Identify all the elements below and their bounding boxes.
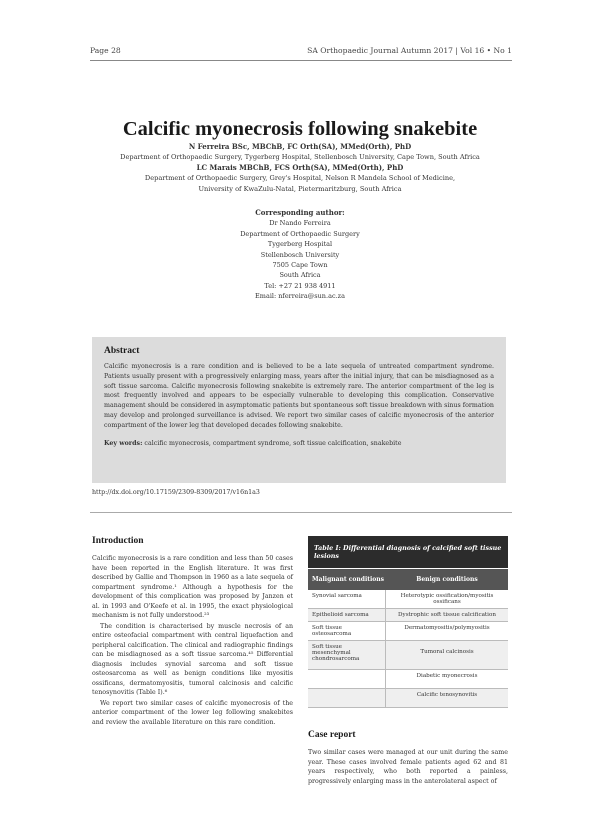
- corresponding-author-block: [150, 208, 450, 302]
- author-affiliation: Department of Orthopaedic Surgery, Grey's Hospital, Nelson R Mandela School of Medicine,: [144, 174, 456, 183]
- table-col-malignant: Malignant conditions: [312, 576, 385, 583]
- corresponding-heading: Corresponding author:: [255, 208, 345, 217]
- table-row: [308, 590, 508, 609]
- table-cell: Calcific tenosynovitis: [386, 689, 508, 707]
- table-cell: [308, 689, 386, 707]
- corr-line: Stellenbosch University: [260, 250, 340, 259]
- corr-line: Tygerberg Hospital: [267, 240, 333, 249]
- abstract-box: [92, 337, 506, 483]
- corr-line: Tel: +27 21 938 4911: [264, 281, 336, 290]
- table-cell: Synovial sarcoma: [308, 590, 386, 608]
- abstract-heading: Abstract: [104, 346, 140, 356]
- case-report-body: Two similar cases were managed at our unit during the same year. These cases involved female patients aged 62 and 81 years respectively, who both reported a painless, progressively enlarging mass in the anterolateral aspect of: [308, 749, 508, 785]
- introduction-section: [92, 536, 293, 727]
- table-cell: Heterotypic ossification/myositis ossificans: [400, 593, 494, 605]
- table-cell: Tumoral calcinosis: [386, 641, 508, 669]
- table-row: [308, 641, 508, 670]
- table-cell: Diabetic myonecrosis: [416, 673, 478, 679]
- running-header: [90, 46, 512, 55]
- corr-line: Dr Nando Ferreira: [269, 219, 331, 228]
- author-affiliation: University of KwaZulu-Natal, Pietermaritzburg, South Africa: [198, 184, 402, 193]
- article-title: Calcific myonecrosis following snakebite: [122, 118, 478, 140]
- doi-link[interactable]: http://dx.doi.org/10.17159/2309-8309/2017/v16n1a3: [92, 489, 260, 496]
- table-caption: Table I: Differential diagnosis of calcified soft tissue lesions: [308, 536, 508, 568]
- table-cell: [308, 670, 386, 688]
- table-row: [308, 670, 508, 689]
- keywords-label: Key words:: [104, 439, 143, 447]
- author-name: N Ferreira BSc, MBChB, FC Orth(SA), MMed(Orth), PhD: [188, 142, 412, 151]
- corr-line: South Africa: [279, 271, 321, 280]
- table-col-benign: Benign conditions: [416, 576, 478, 583]
- journal-info: SA Orthopaedic Journal Autumn 2017 | Vol 16 • No 1: [307, 46, 512, 55]
- intro-paragraph: Calcific myonecrosis is a rare condition and less than 50 cases have been reported in the English literature. It was first described by Gallie and Thompson in 1960 as a late sequela of compartment syndrome.¹ Although a hypothesis for the development of this complication was proposed by Janzen et al. in 1993 and O'Keefe et al. in 1995, the exact physiological mechanism is not fully understood.²³: [92, 555, 293, 619]
- table-cell: Soft tissue osteosarcoma: [308, 622, 386, 640]
- intro-paragraph: The condition is characterised by muscle necrosis of an entire osteofacial compartment with central liquefaction and peripheral calcification. The clinical and radiographic findings can be misdiagnosed as a soft tissue sarcoma.⁴⁵ Differential diagnosis includes synovial sarcoma and soft tissue osteosarcoma as well as benign conditions like myositis ossificans, dermatomyositis, tumoral calcinosis and calcific tenosynovitis (Table I).⁶: [92, 622, 293, 696]
- differential-diagnosis-table: [308, 536, 508, 708]
- author-block: [80, 142, 520, 194]
- table-body: [308, 590, 508, 708]
- table-row: [308, 622, 508, 641]
- author-affiliation: Department of Orthopaedic Surgery, Tygerberg Hospital, Stellenbosch University, Cape Town, South Africa: [120, 153, 480, 162]
- table-cell: Dystrophic soft tissue calcification: [386, 609, 508, 621]
- case-report-heading: Case report: [308, 730, 356, 740]
- page-number: Page 28: [90, 46, 121, 55]
- case-report-section: [308, 730, 508, 786]
- corr-line: Department of Orthopaedic Surgery: [240, 229, 360, 238]
- keywords: [104, 439, 494, 449]
- header-divider: [90, 60, 512, 61]
- table-cell: Dermatomyositis/polymyositis: [404, 625, 490, 631]
- author-name: LC Marais MBChB, FCS Orth(SA), MMed(Orth), PhD: [196, 162, 404, 172]
- table-cell: Epithelioid sarcoma: [308, 609, 386, 621]
- corr-email: Email: nferreira@sun.ac.za: [255, 292, 345, 301]
- table-row: [308, 689, 508, 708]
- section-divider: [90, 512, 512, 513]
- table-header: [308, 569, 508, 590]
- table-row: [308, 609, 508, 622]
- table-cell: Soft tissue mesenchymal chondrosarcoma: [308, 641, 386, 669]
- corr-line: 7505 Cape Town: [272, 261, 328, 270]
- intro-paragraph: We report two similar cases of calcific myonecrosis of the anterior compartment of the lower leg following snakebites and review the available literature on this rare condition.: [92, 699, 293, 726]
- introduction-heading: Introduction: [92, 536, 144, 546]
- abstract-body: Calcific myonecrosis is a rare condition and is believed to be a late sequela of untreated compartment syndrome. Patients usually present with a progressively enlarging mass, years after the initial injury, that can be misdiagnosed as a soft tissue sarcoma. Calcific myonecrosis following snakebite is extremely rare. The anterior compartment of the leg is most frequently involved and appears to be especially vulnerable to developing this complication. Conservative management should be considered in asymptomatic patients but spontaneous soft tissue breakdown with sinus formation may develop and prolonged surveillance is advised. We report two similar cases of calcific myonecrosis of the anterior compartment of the lower leg that developed decades following snakebite.: [104, 363, 494, 429]
- keywords-text: calcific myonecrosis, compartment syndrome, soft tissue calcification, snakebite: [144, 439, 402, 447]
